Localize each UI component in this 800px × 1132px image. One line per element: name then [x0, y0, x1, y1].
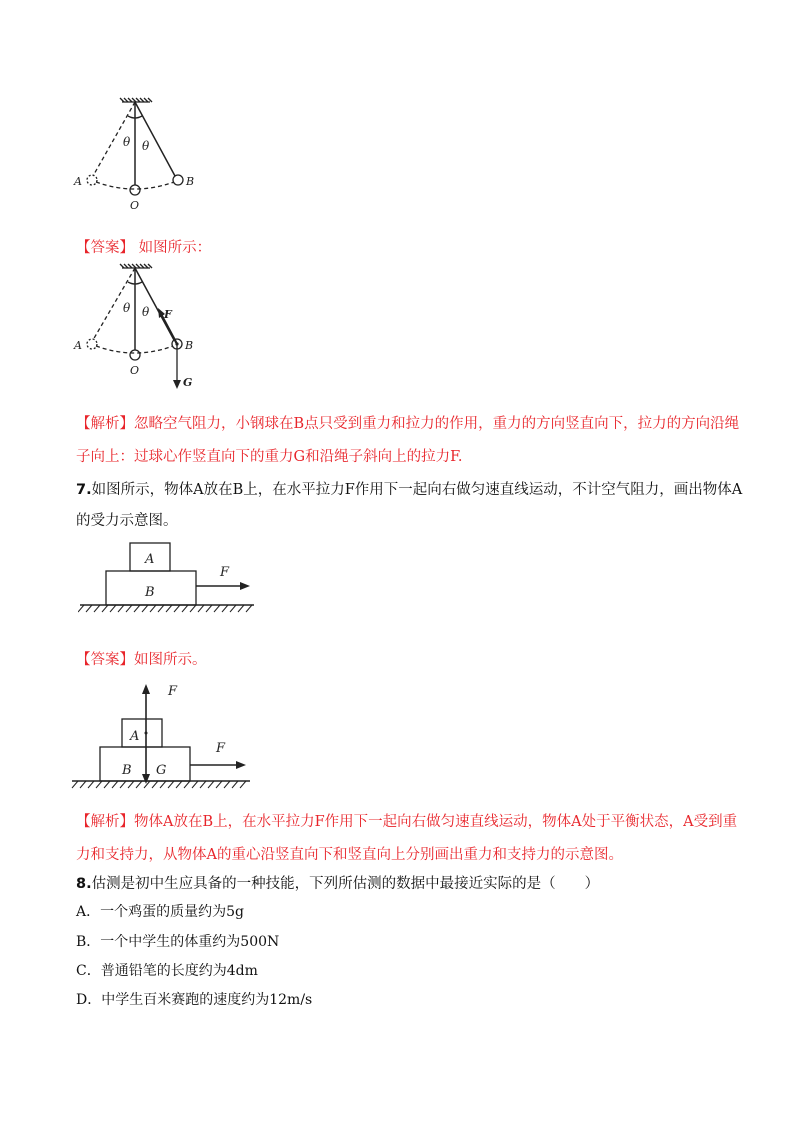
analysis-6-line2 [76, 447, 463, 467]
block-a-label: A [130, 729, 140, 744]
question-7-line2 [76, 511, 178, 531]
blocks-figure [78, 538, 258, 620]
point-b-label: B [186, 175, 195, 188]
force-f-label: F [164, 308, 172, 321]
question-number: 7. [76, 482, 92, 498]
theta-left-label: θ [123, 301, 131, 315]
force-g-label: G [156, 763, 167, 778]
answer-6 [76, 238, 211, 258]
question-number: 8. [76, 876, 92, 892]
block-b-label: B [145, 585, 155, 600]
force-f-right-label: F [216, 741, 226, 756]
analysis-7-line1 [76, 812, 737, 832]
option-d: D．中学生百米赛跑的速度约为12m/s [76, 992, 313, 1008]
blocks-force-figure [70, 680, 255, 800]
force-g-label: G [183, 376, 193, 389]
analysis-7-line2 [76, 845, 623, 865]
force-f-label: F [220, 565, 230, 580]
pendulum-force-figure [70, 262, 220, 392]
force-f-up-label: F [168, 684, 178, 699]
answer-text: 如图所示： [134, 240, 212, 256]
point-a-label: A [74, 175, 82, 188]
theta-right-label: θ [142, 139, 150, 153]
analysis-tag: 【解析】 [76, 416, 134, 432]
question-text: 估测是初中生应具备的一种技能，下列所估测的数据中最接近实际的是（ ） [91, 876, 600, 892]
answer-7 [76, 650, 207, 670]
option-c: C．普通铅笔的长度约为4dm [76, 963, 258, 979]
question-text: 如图所示，物体A放在B上，在水平拉力F作用下一起向右做匀速直线运动，不计空气阻力，画出物体A [91, 482, 743, 498]
question-7-line1 [76, 480, 742, 500]
block-b-label: B [122, 763, 132, 778]
block-a-label: A [145, 552, 155, 567]
question-8 [76, 874, 599, 894]
analysis-text-2: 力和支持力，从物体A的重心沿竖直向下和竖直向上分别画出重力和支持力的示意图。 [76, 847, 623, 863]
analysis-tag: 【解析】 [76, 814, 134, 830]
pendulum-figure [70, 96, 220, 216]
question-text-2: 的受力示意图。 [76, 513, 178, 529]
analysis-text: 物体A放在B上，在水平拉力F作用下一起向右做匀速直线运动，物体A处于平衡状态，A受到重 [134, 814, 738, 830]
point-o-label: O [130, 199, 140, 212]
point-o-label: O [130, 364, 140, 377]
analysis-6-line1 [76, 414, 739, 434]
answer-tag: 【答案】 [76, 652, 134, 668]
answer-text: 如图所示。 [134, 652, 207, 668]
answer-tag: 【答案】 [76, 240, 134, 256]
point-a-label: A [74, 339, 82, 352]
analysis-text: 忽略空气阻力，小钢球在B点只受到重力和拉力的作用，重力的方向竖直向下，拉力的方向沿绳 [134, 416, 740, 432]
option-b: B．一个中学生的体重约为500N [76, 934, 280, 950]
point-b-label: B [185, 339, 194, 352]
analysis-text-2: 子向上：过球心作竖直向下的重力G和沿绳子斜向上的拉力F. [76, 449, 463, 465]
theta-right-label: θ [142, 305, 150, 319]
theta-left-label: θ [123, 135, 131, 149]
option-a: A．一个鸡蛋的质量约为5g [76, 904, 244, 920]
